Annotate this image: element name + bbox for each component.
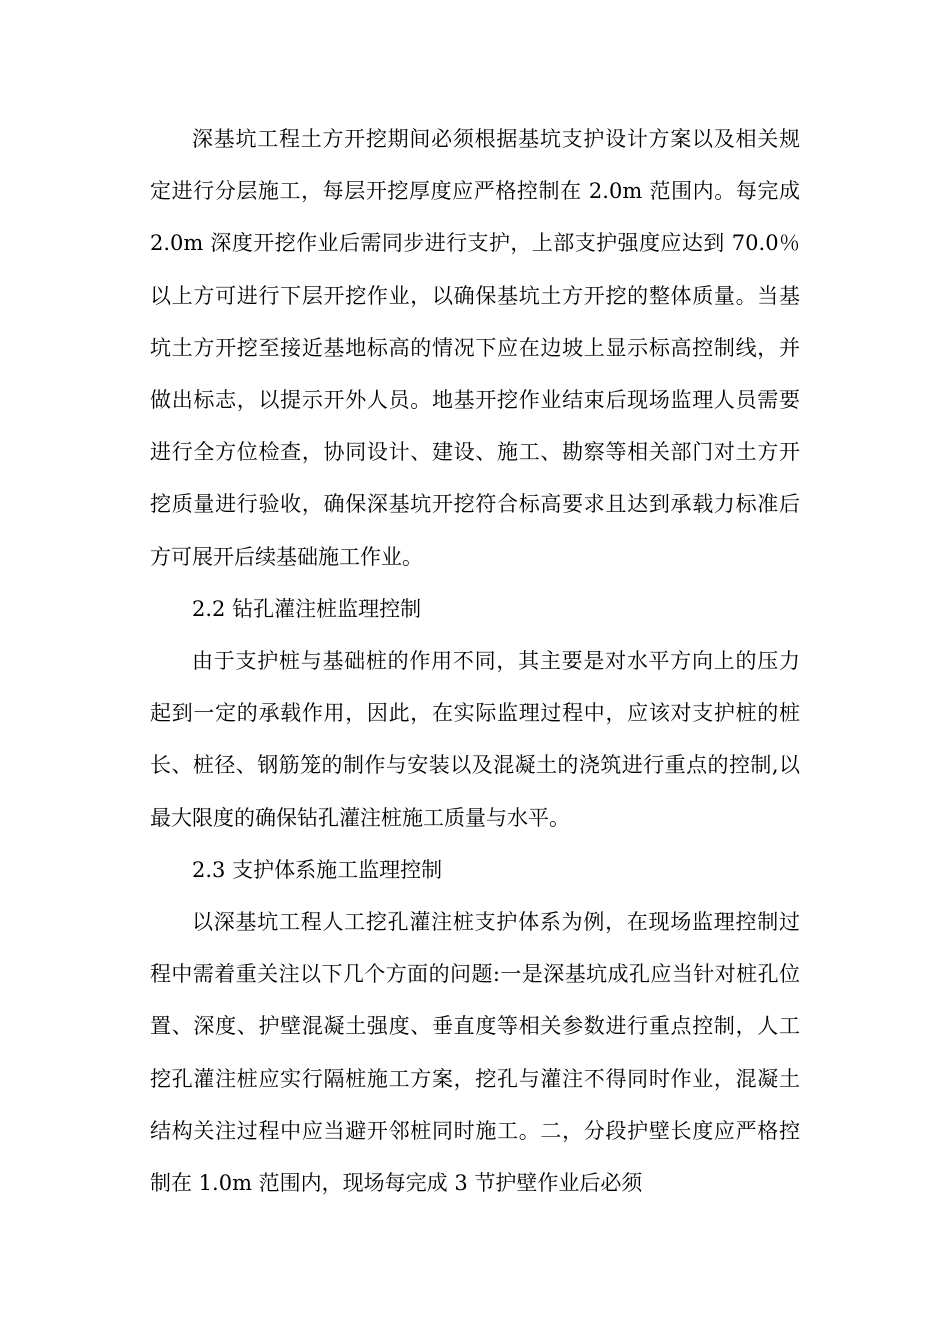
section-heading-2-2: 2.2 钻孔灌注桩监理控制: [192, 596, 422, 621]
document-page: [150, 113, 800, 1209]
paragraph-excavation-control: 深基坑工程土方开挖期间必须根据基坑支护设计方案以及相关规定进行分层施工，每层开挖厚度应严格控制在 2.0m 范围内。每完成 2.0m 深度开挖作业后需同步进行支护，上部支护强度应达到 70.0％以上方可进行下层开挖作业，以确保基坑土方开挖的整体质量。当基坑土方开挖至接近基地标高的情况下应在边坡上显示标高控制线，并做出标志，以提示开外人员。地基开挖作业结束后现场监理人员需要进行全方位检查，协同设计、建设、施工、勘察等相关部门对土方开挖质量进行验收，确保深基坑开挖符合标高要求且达到承载力标准后方可展开后续基础施工作业。: [150, 127, 800, 569]
paragraph-bored-pile-control: 由于支护桩与基础桩的作用不同，其主要是对水平方向上的压力起到一定的承载作用，因此，在实际监理过程中，应该对支护桩的桩长、桩径、钢筋笼的制作与安装以及混凝土的浇筑进行重点的控制,以最大限度的确保钻孔灌注桩施工质量与水平。: [150, 649, 800, 830]
section-heading-2-3: 2.3 支护体系施工监理控制: [192, 857, 443, 882]
paragraph-support-system-control: 以深基坑工程人工挖孔灌注桩支护体系为例，在现场监理控制过程中需着重关注以下几个方面的问题:一是深基坑成孔应当针对桩孔位置、深度、护壁混凝土强度、垂直度等相关参数进行重点控制，人工挖孔灌注桩应实行隔桩施工方案，挖孔与灌注不得同时作业，混凝土结构关注过程中应当避开邻桩同时施工。二，分段护壁长度应严格控制在 1.0m 范围内，现场每完成 3 节护壁作业后必须: [150, 910, 800, 1196]
